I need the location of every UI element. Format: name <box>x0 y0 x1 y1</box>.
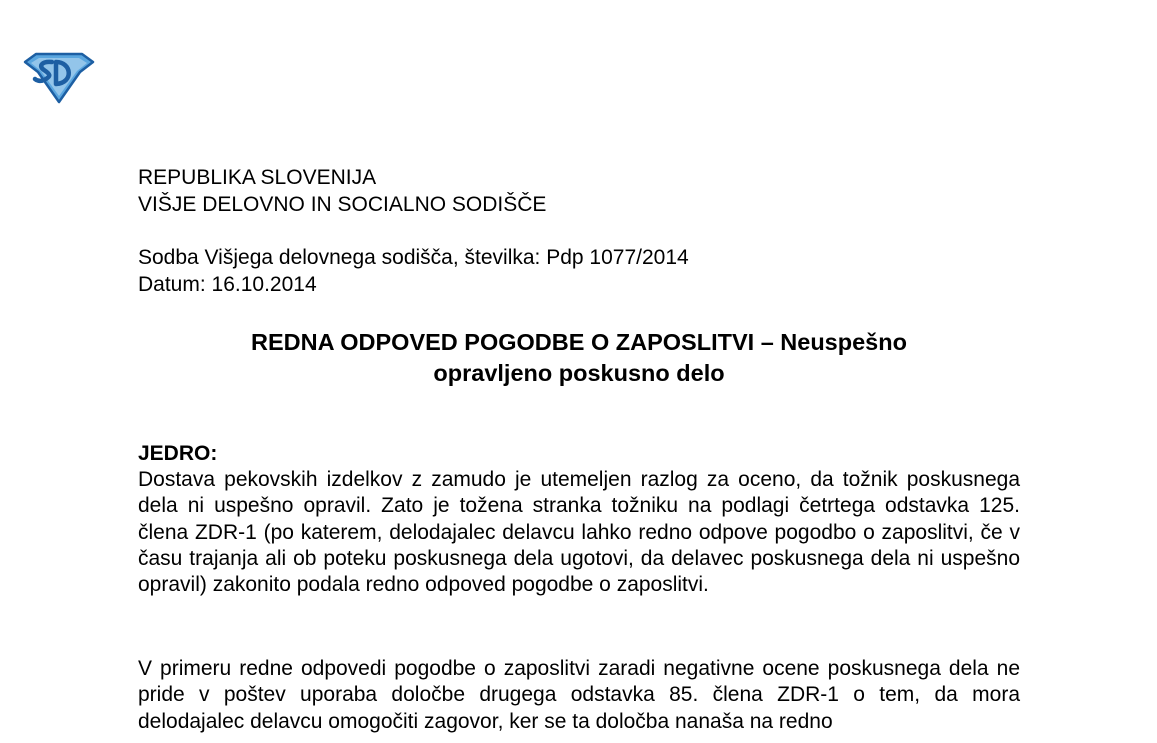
court-name-line1: REPUBLIKA SLOVENIJA <box>138 166 377 189</box>
court-name-line2: VIŠJE DELOVNO IN SOCIALNO SODIŠČE <box>138 193 547 216</box>
judgment-number: Sodba Višjega delovnega sodišča, številka: Pdp 1077/2014 <box>138 246 689 269</box>
document-title-line1: REDNA ODPOVED POGODBE O ZAPOSLITVI – Neuspešno <box>251 329 907 355</box>
core-paragraph-2: V primeru redne odpovedi pogodbe o zaposlitvi zaradi negativne ocene poskusnega dela ne pride v poštev uporaba določbe drugega odstavka 85. člena ZDR-1 o tem, da mora delodajalec delavcu omogočiti zagovor, ker se ta določba nanaša na redno <box>138 657 1020 733</box>
section-heading-jedro: JEDRO: <box>138 442 218 465</box>
judgment-date: Datum: 16.10.2014 <box>138 273 317 296</box>
core-paragraph-1: Dostava pekovskih izdelkov z zamudo je utemeljen razlog za oceno, da tožnik poskusnega dela ni uspešno opravil. Zato je tožena stranka tožniku na podlagi četrtega odstavka 125. člena ZDR-1 (po katerem, delodajalec delavcu lahko redno odpove pogodbo o zaposlitvi, če v času trajanja ali ob poteku poskusnega dela ugotovi, da delavec poskusnega dela ni uspešno opravil) zakonito podala redno odpoved pogodbe o zaposlitvi. <box>138 468 1020 597</box>
document-title-line2: opravljeno poskusno delo <box>433 360 725 386</box>
court-shield-logo-icon <box>22 50 96 104</box>
